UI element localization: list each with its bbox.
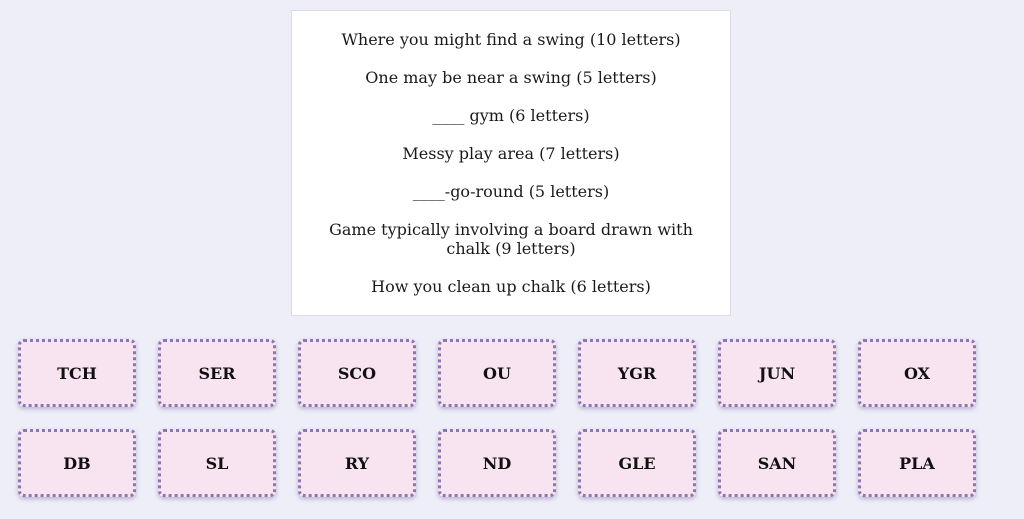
clue-item: Where you might find a swing (10 letters)	[341, 30, 681, 49]
tile-row	[18, 429, 998, 497]
letter-tile[interactable]: SAN	[718, 429, 836, 497]
letter-tile[interactable]: ND	[438, 429, 556, 497]
letter-tile[interactable]: DB	[18, 429, 136, 497]
letter-tile[interactable]: SCO	[298, 339, 416, 407]
letter-tile[interactable]: PLA	[858, 429, 976, 497]
letter-tile-bank	[18, 339, 998, 519]
letter-tile[interactable]: SL	[158, 429, 276, 497]
clue-item: One may be near a swing (5 letters)	[365, 68, 657, 87]
letter-tile[interactable]: JUN	[718, 339, 836, 407]
clue-item: How you clean up chalk (6 letters)	[371, 277, 651, 296]
tile-row	[18, 339, 998, 407]
clue-item: ____ gym (6 letters)	[432, 106, 590, 125]
letter-tile[interactable]: GLE	[578, 429, 696, 497]
letter-tile[interactable]: YGR	[578, 339, 696, 407]
clue-item: ____-go-round (5 letters)	[412, 182, 610, 201]
letter-tile[interactable]: OX	[858, 339, 976, 407]
clue-panel	[291, 10, 731, 316]
clue-list	[292, 11, 730, 296]
letter-tile[interactable]: SER	[158, 339, 276, 407]
letter-tile[interactable]: RY	[298, 429, 416, 497]
clue-item: Game typically involving a board drawn with chalk (9 letters)	[329, 220, 693, 258]
clue-item: Messy play area (7 letters)	[402, 144, 620, 163]
letter-tile[interactable]: TCH	[18, 339, 136, 407]
letter-tile[interactable]: OU	[438, 339, 556, 407]
